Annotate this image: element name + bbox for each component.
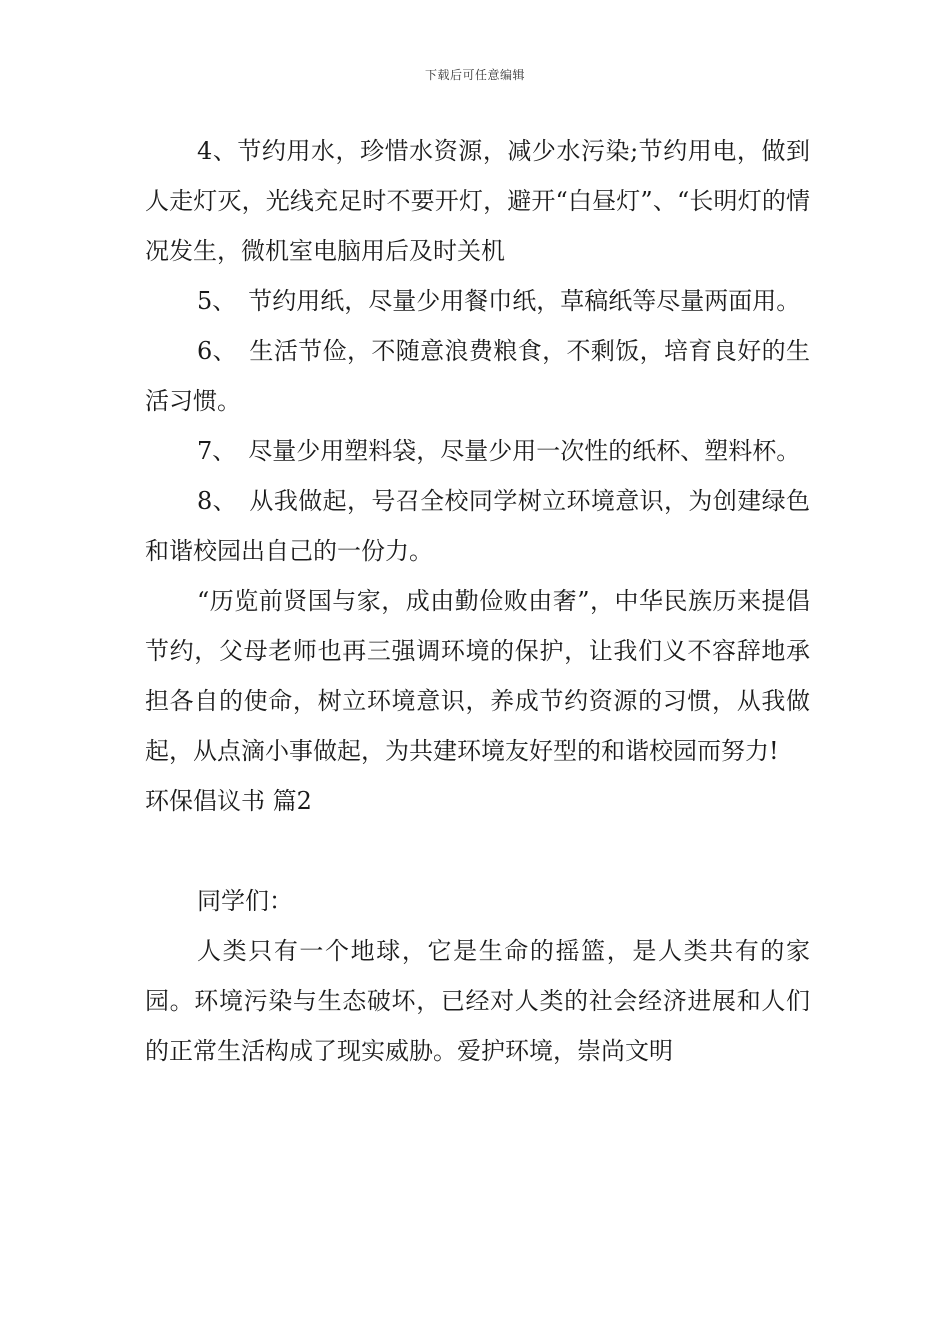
paragraph-intro: 人类只有一个地球，它是生命的摇篮，是人类共有的家园。环境污染与生态破坏，已经对人类的社会经济进展和人们的正常生活构成了现实威胁。爱护环境，崇尚文明	[145, 937, 810, 1065]
paragraph-item-6: 6、 生活节俭，不随意浪费粮食，不剩饭，培育良好的生活习惯。	[145, 337, 810, 415]
paragraph-conclusion: “历览前贤国与家，成由勤俭败由奢”，中华民族历来提倡节约，父母老师也再三强调环境的保护，让我们义不容辞地承担各自的使命，树立环境意识，养成节约资源的习惯，从我做起，从点滴小事做起，为共建环境友好型的和谐校园而努力!	[145, 587, 810, 765]
paragraph-item-4: 4、节约用水，珍惜水资源，减少水污染;节约用电，做到人走灯灭，光线充足时不要开灯，避开“白昼灯”、“长明灯的情况发生，微机室电脑用后及时关机	[145, 137, 810, 265]
section-title: 环保倡议书 篇2	[145, 787, 312, 815]
greeting: 同学们：	[197, 887, 293, 915]
document-body	[145, 126, 810, 1076]
paragraph-item-7: 7、 尽量少用塑料袋，尽量少用一次性的纸杯、塑料杯。	[197, 437, 801, 465]
section-spacer	[145, 826, 810, 876]
paragraph-item-5: 5、 节约用纸，尽量少用餐巾纸，草稿纸等尽量两面用。	[197, 287, 801, 315]
paragraph-item-8: 8、 从我做起，号召全校同学树立环境意识，为创建绿色和谐校园出自己的一份力。	[145, 487, 810, 565]
page-header-note: 下载后可任意编辑	[424, 68, 525, 82]
